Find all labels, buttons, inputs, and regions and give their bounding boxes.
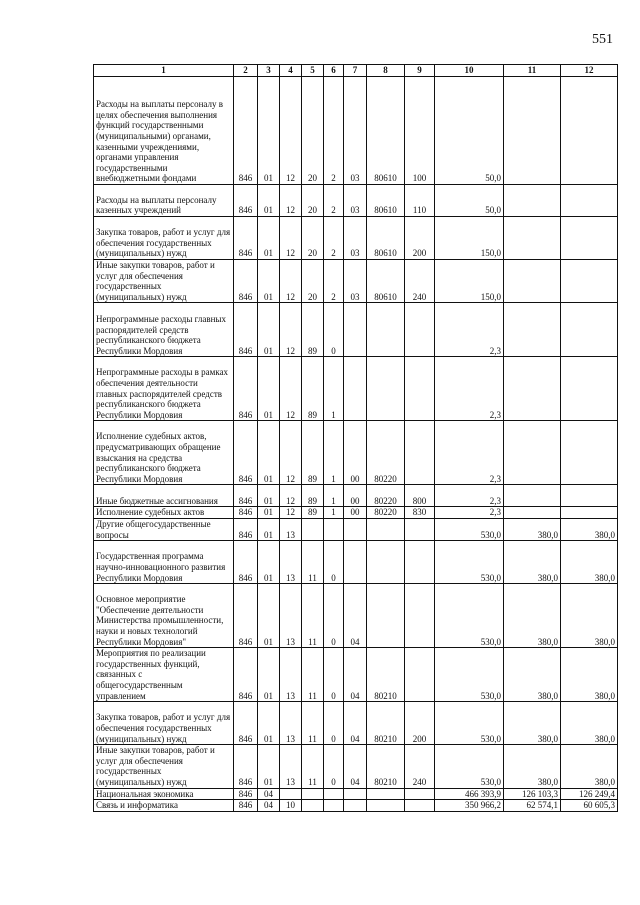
row-program: 89 — [302, 303, 324, 357]
row-amount-2019: 150,0 — [435, 260, 504, 303]
row-amount-2019: 350 966,2 — [435, 800, 504, 812]
row-amount-2020: 380,0 — [504, 584, 561, 648]
row-ministry-code: 846 — [234, 788, 258, 800]
row-name: Расходы на выплаты персоналу казенных учреждений — [94, 185, 234, 217]
row-section: 01 — [258, 303, 280, 357]
row-ministry-code: 846 — [234, 745, 258, 788]
row-program: 11 — [302, 541, 324, 584]
row-amount-2021 — [561, 185, 618, 217]
row-event: 03 — [344, 77, 367, 185]
row-subprogram: 1 — [324, 357, 344, 421]
row-amount-2020: 380,0 — [504, 648, 561, 702]
row-subprogram: 1 — [324, 485, 344, 507]
row-event: 00 — [344, 421, 367, 485]
row-ministry-code: 846 — [234, 541, 258, 584]
row-subprogram: 0 — [324, 584, 344, 648]
row-direction — [367, 800, 405, 812]
row-direction: 80220 — [367, 421, 405, 485]
row-amount-2021 — [561, 303, 618, 357]
row-direction — [367, 357, 405, 421]
row-subprogram: 0 — [324, 648, 344, 702]
row-section: 04 — [258, 788, 280, 800]
row-expense-type — [405, 303, 435, 357]
row-program: 89 — [302, 485, 324, 507]
column-header: 1 — [94, 65, 234, 77]
row-ministry-code: 846 — [234, 77, 258, 185]
table-row — [94, 788, 618, 800]
row-program: 89 — [302, 507, 324, 519]
row-expense-type — [405, 800, 435, 812]
row-direction: 80610 — [367, 217, 405, 260]
table-row — [94, 541, 618, 584]
row-subprogram: 1 — [324, 421, 344, 485]
row-section: 01 — [258, 77, 280, 185]
row-subsection: 13 — [280, 518, 302, 540]
row-amount-2019: 530,0 — [435, 702, 504, 745]
table-row — [94, 260, 618, 303]
row-program: 11 — [302, 745, 324, 788]
row-amount-2021: 380,0 — [561, 648, 618, 702]
row-ministry-code: 846 — [234, 185, 258, 217]
row-name: Иные закупки товаров, работ и услуг для обеспечения государственных (муниципальных) нужд — [94, 260, 234, 303]
table-row — [94, 518, 618, 540]
row-section: 01 — [258, 421, 280, 485]
row-amount-2020 — [504, 185, 561, 217]
table-row — [94, 485, 618, 507]
column-header: 3 — [258, 65, 280, 77]
row-subsection: 13 — [280, 745, 302, 788]
row-expense-type: 200 — [405, 217, 435, 260]
row-expense-type — [405, 357, 435, 421]
row-program — [302, 788, 324, 800]
row-subsection: 12 — [280, 421, 302, 485]
row-subsection: 12 — [280, 185, 302, 217]
row-amount-2019: 150,0 — [435, 217, 504, 260]
row-section: 01 — [258, 648, 280, 702]
row-name: Мероприятия по реализации государственных функций, связанных с общегосударственным управлением — [94, 648, 234, 702]
budget-table — [93, 64, 618, 812]
row-amount-2020 — [504, 77, 561, 185]
row-direction: 80210 — [367, 648, 405, 702]
row-subprogram: 0 — [324, 541, 344, 584]
column-header: 4 — [280, 65, 302, 77]
row-ministry-code: 846 — [234, 648, 258, 702]
row-direction — [367, 541, 405, 584]
row-section: 01 — [258, 217, 280, 260]
row-program: 20 — [302, 185, 324, 217]
row-name: Национальная экономика — [94, 788, 234, 800]
table-row — [94, 303, 618, 357]
table-row — [94, 800, 618, 812]
row-amount-2019: 530,0 — [435, 745, 504, 788]
row-program: 20 — [302, 77, 324, 185]
row-amount-2020: 126 103,3 — [504, 788, 561, 800]
row-amount-2021 — [561, 260, 618, 303]
row-program: 20 — [302, 260, 324, 303]
row-expense-type: 110 — [405, 185, 435, 217]
row-event: 04 — [344, 702, 367, 745]
row-amount-2019: 2,3 — [435, 357, 504, 421]
row-event: 03 — [344, 260, 367, 303]
row-amount-2019: 2,3 — [435, 421, 504, 485]
row-expense-type: 240 — [405, 745, 435, 788]
row-direction — [367, 518, 405, 540]
row-expense-type — [405, 541, 435, 584]
row-expense-type — [405, 518, 435, 540]
row-amount-2019: 466 393,9 — [435, 788, 504, 800]
row-section: 04 — [258, 800, 280, 812]
column-header: 8 — [367, 65, 405, 77]
row-ministry-code: 846 — [234, 217, 258, 260]
row-subprogram — [324, 800, 344, 812]
row-direction — [367, 303, 405, 357]
row-ministry-code: 846 — [234, 518, 258, 540]
row-amount-2020: 380,0 — [504, 541, 561, 584]
row-amount-2020: 380,0 — [504, 702, 561, 745]
row-expense-type — [405, 584, 435, 648]
row-name: Непрограммные расходы в рамках обеспечения деятельности главных распорядителей средств республиканского бюджета Республики Мордовия — [94, 357, 234, 421]
row-amount-2020 — [504, 217, 561, 260]
table-row — [94, 648, 618, 702]
row-name: Иные закупки товаров, работ и услуг для обеспечения государственных (муниципальных) нужд — [94, 745, 234, 788]
row-name: Закупка товаров, работ и услуг для обеспечения государственных (муниципальных) нужд — [94, 217, 234, 260]
row-section: 01 — [258, 584, 280, 648]
row-event — [344, 357, 367, 421]
column-header: 10 — [435, 65, 504, 77]
row-amount-2021 — [561, 217, 618, 260]
row-subprogram: 2 — [324, 77, 344, 185]
row-amount-2020: 380,0 — [504, 518, 561, 540]
row-expense-type: 200 — [405, 702, 435, 745]
row-expense-type — [405, 648, 435, 702]
row-amount-2019: 2,3 — [435, 485, 504, 507]
row-expense-type: 830 — [405, 507, 435, 519]
table-row — [94, 421, 618, 485]
row-name: Исполнение судебных актов — [94, 507, 234, 519]
row-ministry-code: 846 — [234, 357, 258, 421]
row-ministry-code: 846 — [234, 303, 258, 357]
row-amount-2020 — [504, 421, 561, 485]
row-section: 01 — [258, 518, 280, 540]
row-amount-2019: 2,3 — [435, 507, 504, 519]
row-event: 04 — [344, 584, 367, 648]
row-subsection: 12 — [280, 303, 302, 357]
row-subsection: 13 — [280, 541, 302, 584]
row-subprogram: 0 — [324, 702, 344, 745]
row-program: 89 — [302, 357, 324, 421]
row-name: Другие общегосударственные вопросы — [94, 518, 234, 540]
row-subsection: 10 — [280, 800, 302, 812]
column-header: 5 — [302, 65, 324, 77]
row-direction — [367, 788, 405, 800]
row-event — [344, 788, 367, 800]
row-amount-2019: 50,0 — [435, 77, 504, 185]
row-program: 89 — [302, 421, 324, 485]
row-expense-type: 240 — [405, 260, 435, 303]
row-direction: 80210 — [367, 702, 405, 745]
row-amount-2020: 380,0 — [504, 745, 561, 788]
row-amount-2020 — [504, 485, 561, 507]
row-subprogram: 0 — [324, 745, 344, 788]
row-expense-type: 100 — [405, 77, 435, 185]
row-amount-2021: 380,0 — [561, 702, 618, 745]
row-amount-2019: 530,0 — [435, 648, 504, 702]
column-header: 6 — [324, 65, 344, 77]
row-program: 20 — [302, 217, 324, 260]
row-event: 04 — [344, 648, 367, 702]
row-direction: 80210 — [367, 745, 405, 788]
row-name: Расходы на выплаты персоналу в целях обеспечения выполнения функций государственными (муниципальными) органами, казенными учреждениями, органами управления государственными внебюджетными фондами — [94, 77, 234, 185]
row-direction: 80220 — [367, 485, 405, 507]
table-row — [94, 745, 618, 788]
row-amount-2021: 380,0 — [561, 584, 618, 648]
row-expense-type: 800 — [405, 485, 435, 507]
row-direction: 80610 — [367, 260, 405, 303]
row-ministry-code: 846 — [234, 421, 258, 485]
row-ministry-code: 846 — [234, 800, 258, 812]
row-amount-2020 — [504, 357, 561, 421]
row-amount-2020 — [504, 303, 561, 357]
row-subprogram — [324, 788, 344, 800]
row-amount-2019: 530,0 — [435, 584, 504, 648]
row-direction: 80220 — [367, 507, 405, 519]
row-event: 00 — [344, 485, 367, 507]
row-direction: 80610 — [367, 77, 405, 185]
row-program: 11 — [302, 584, 324, 648]
row-section: 01 — [258, 541, 280, 584]
row-subprogram: 0 — [324, 303, 344, 357]
row-subprogram: 1 — [324, 507, 344, 519]
row-expense-type — [405, 421, 435, 485]
column-header: 11 — [504, 65, 561, 77]
row-subprogram — [324, 518, 344, 540]
row-name: Государственная программа научно-инновационного развития Республики Мордовия — [94, 541, 234, 584]
row-section: 01 — [258, 507, 280, 519]
table-row — [94, 584, 618, 648]
row-amount-2019: 530,0 — [435, 541, 504, 584]
column-header: 2 — [234, 65, 258, 77]
row-subprogram: 2 — [324, 185, 344, 217]
row-subsection: 12 — [280, 507, 302, 519]
row-amount-2021 — [561, 485, 618, 507]
row-section: 01 — [258, 260, 280, 303]
row-amount-2021: 380,0 — [561, 541, 618, 584]
row-amount-2021: 380,0 — [561, 745, 618, 788]
row-section: 01 — [258, 485, 280, 507]
row-direction — [367, 584, 405, 648]
table-row — [94, 507, 618, 519]
column-header: 12 — [561, 65, 618, 77]
row-amount-2021: 126 249,4 — [561, 788, 618, 800]
row-amount-2021 — [561, 507, 618, 519]
row-amount-2021 — [561, 421, 618, 485]
row-subsection — [280, 788, 302, 800]
row-amount-2019: 50,0 — [435, 185, 504, 217]
row-ministry-code: 846 — [234, 507, 258, 519]
row-program: 11 — [302, 648, 324, 702]
row-expense-type — [405, 788, 435, 800]
row-name: Непрограммные расходы главных распорядителей средств республиканского бюджета Республики Мордовия — [94, 303, 234, 357]
table-row — [94, 357, 618, 421]
row-event: 04 — [344, 745, 367, 788]
row-ministry-code: 846 — [234, 584, 258, 648]
row-amount-2021 — [561, 77, 618, 185]
row-subsection: 12 — [280, 77, 302, 185]
row-program — [302, 518, 324, 540]
column-header: 7 — [344, 65, 367, 77]
row-name: Исполнение судебных актов, предусматривающих обращение взыскания на средства республиканского бюджета Республики Мордовия — [94, 421, 234, 485]
row-ministry-code: 846 — [234, 702, 258, 745]
row-subsection: 13 — [280, 648, 302, 702]
row-event: 03 — [344, 185, 367, 217]
row-subsection: 12 — [280, 217, 302, 260]
page-number: 551 — [592, 32, 613, 47]
row-event — [344, 303, 367, 357]
row-program: 11 — [302, 702, 324, 745]
row-name: Основное мероприятие "Обеспечение деятельности Министерства промышленности, науки и новых технологий Республики Мордовия" — [94, 584, 234, 648]
row-name: Закупка товаров, работ и услуг для обеспечения государственных (муниципальных) нужд — [94, 702, 234, 745]
row-amount-2019: 530,0 — [435, 518, 504, 540]
table-row — [94, 702, 618, 745]
row-section: 01 — [258, 702, 280, 745]
table-row — [94, 217, 618, 260]
row-amount-2021: 380,0 — [561, 518, 618, 540]
row-event — [344, 518, 367, 540]
row-subsection: 12 — [280, 260, 302, 303]
row-section: 01 — [258, 185, 280, 217]
row-amount-2019: 2,3 — [435, 303, 504, 357]
row-subsection: 13 — [280, 584, 302, 648]
row-name: Иные бюджетные ассигнования — [94, 485, 234, 507]
row-amount-2021: 60 605,3 — [561, 800, 618, 812]
row-amount-2020 — [504, 507, 561, 519]
row-amount-2020 — [504, 260, 561, 303]
row-program — [302, 800, 324, 812]
row-section: 01 — [258, 357, 280, 421]
row-event: 03 — [344, 217, 367, 260]
table-row — [94, 185, 618, 217]
row-subsection: 12 — [280, 485, 302, 507]
row-subprogram: 2 — [324, 217, 344, 260]
row-name: Связь и информатика — [94, 800, 234, 812]
row-subprogram: 2 — [324, 260, 344, 303]
table-row — [94, 77, 618, 185]
row-event — [344, 541, 367, 584]
row-direction: 80610 — [367, 185, 405, 217]
row-amount-2021 — [561, 357, 618, 421]
row-subsection: 12 — [280, 357, 302, 421]
column-header: 9 — [405, 65, 435, 77]
table-body — [94, 77, 618, 812]
row-ministry-code: 846 — [234, 260, 258, 303]
row-amount-2020: 62 574,1 — [504, 800, 561, 812]
row-section: 01 — [258, 745, 280, 788]
header-row — [94, 65, 618, 77]
row-ministry-code: 846 — [234, 485, 258, 507]
row-event — [344, 800, 367, 812]
row-subsection: 13 — [280, 702, 302, 745]
row-event: 00 — [344, 507, 367, 519]
